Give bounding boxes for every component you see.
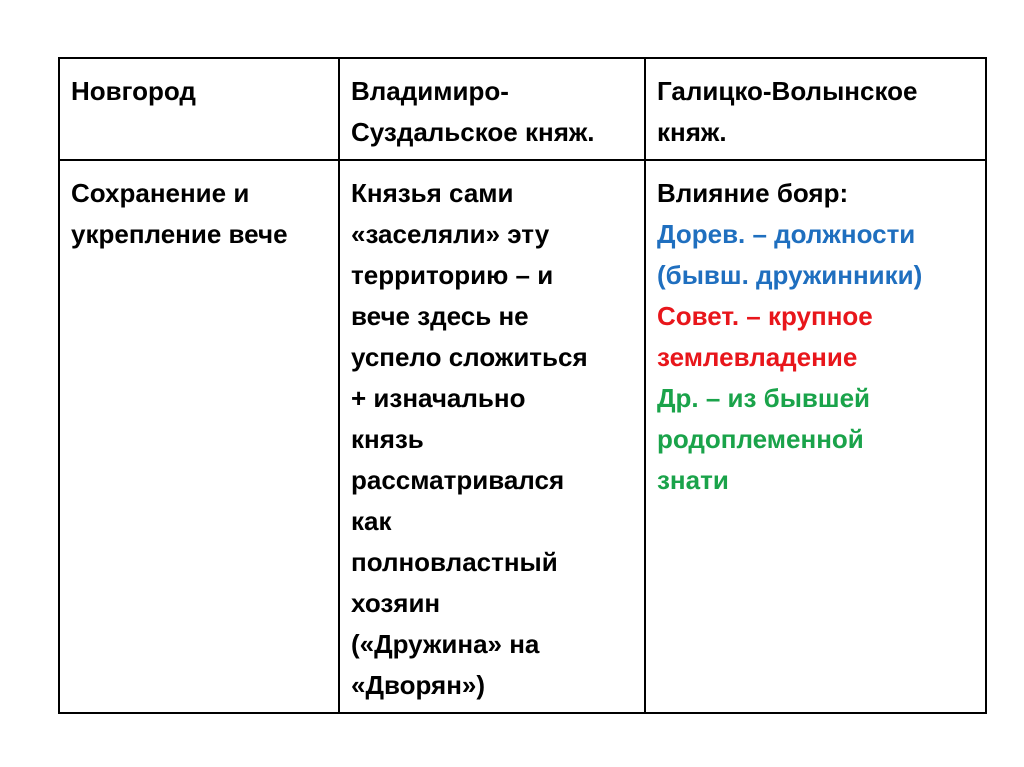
- header-cell-vladimir-suzdal: [339, 58, 645, 160]
- pre-revolutionary-view-text: Дорев. – должности: [657, 219, 916, 249]
- cell-text: рассматривался: [351, 465, 565, 495]
- comparison-table: [58, 57, 987, 714]
- cell-text: «Дворян»): [351, 670, 486, 700]
- header-text: княж.: [657, 117, 727, 147]
- cell-text: полновластный: [351, 547, 558, 577]
- cell-text: князь: [351, 424, 424, 454]
- header-cell-novgorod: [59, 58, 339, 160]
- header-text: Суздальское княж.: [351, 117, 595, 147]
- other-view-text: знати: [657, 465, 729, 495]
- boyar-influence-title: Влияние бояр:: [657, 178, 849, 208]
- cell-text: как: [351, 506, 392, 536]
- cell-text: + изначально: [351, 383, 526, 413]
- soviet-view-text: Совет. – крупное: [657, 301, 873, 331]
- cell-vladimir-suzdal-content: [339, 160, 645, 713]
- cell-text: хозяин: [351, 588, 441, 618]
- cell-text: («Дружина» на: [351, 629, 540, 659]
- cell-galicia-volhynia-content: [645, 160, 986, 713]
- cell-text: Сохранение и: [71, 178, 250, 208]
- header-text: Новгород: [71, 76, 196, 106]
- other-view-text: родоплеменной: [657, 424, 864, 454]
- cell-text: вече здесь не: [351, 301, 529, 331]
- table-body-row: [59, 160, 986, 713]
- cell-text: укрепление вече: [71, 219, 288, 249]
- cell-novgorod-content: [59, 160, 339, 713]
- cell-text: «заселяли» эту: [351, 219, 550, 249]
- header-text: Владимиро-: [351, 76, 509, 106]
- cell-text: успело сложиться: [351, 342, 588, 372]
- table-header-row: [59, 58, 986, 160]
- cell-text: Князья сами: [351, 178, 514, 208]
- cell-text: территорию – и: [351, 260, 554, 290]
- pre-revolutionary-view-text: (бывш. дружинники): [657, 260, 923, 290]
- other-view-text: Др. – из бывшей: [657, 383, 871, 413]
- header-cell-galicia-volhynia: [645, 58, 986, 160]
- header-text: Галицко-Волынское: [657, 76, 918, 106]
- soviet-view-text: землевладение: [657, 342, 858, 372]
